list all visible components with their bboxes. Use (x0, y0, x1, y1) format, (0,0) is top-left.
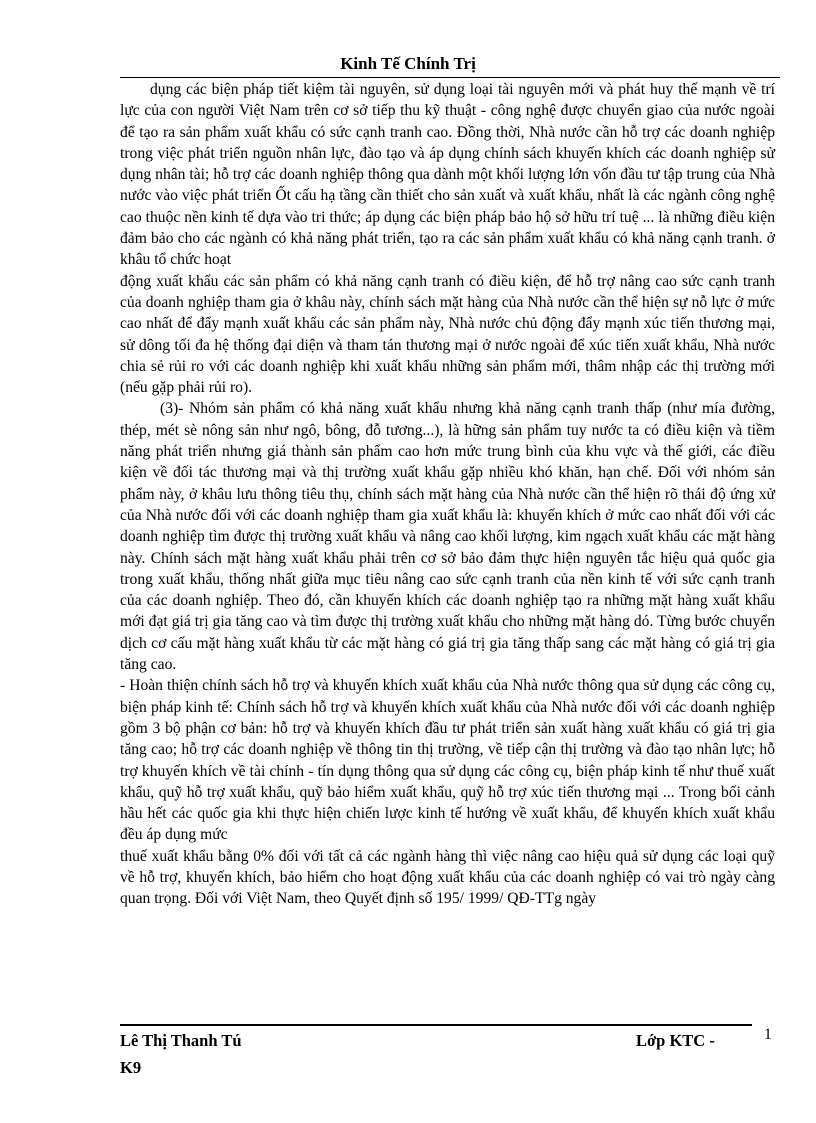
header-divider (120, 77, 780, 78)
paragraph-4: - Hoàn thiện chính sách hỗ trợ và khuyến khích xuất khẩu của Nhà nước thông qua sử dụng các công cụ, biện pháp kinh tế: Chính sách hỗ trợ và khuyến khích xuất khẩu của Nhà nước đối với các doanh nghiệp gồm 3 bộ phận cơ bản: hỗ trợ và khuyến khích đầu tư phát triển sản xuất hàng xuất khẩu có giá trị gia tăng cao; hỗ trợ các doanh nghiệp về thông tin thị trường, về tiếp cận thị trường và đào tạo nhân lực; hỗ trợ khuyến khích về tài chính - tín dụng thông qua sử dụng các công cụ, biện pháp kinh tế như thuế xuất khẩu, quỹ hỗ trợ xuất khẩu, quỹ bảo hiểm xuất khẩu, quỹ hỗ trợ xúc tiến thương mại ... Trong bối cảnh hầu hết các quốc gia khi thực hiện chiến lược kinh tế hướng về xuất khẩu, để khuyến khích xuất khẩu đều áp dụng mức (120, 677, 775, 844)
paragraph-2: động xuất khẩu các sản phẩm có khả năng cạnh tranh có điều kiện, để hỗ trợ nâng cao sức cạnh tranh của doanh nghiệp tham gia ở khâu này, chính sách mặt hàng của Nhà nước cần thể hiện sự nỗ lực ở mức cao nhất để đẩy mạnh xuất khẩu các sản phẩm này, Nhà nước chủ động đẩy mạnh xúc tiến thương mại, sử dông tối đa hệ thống đại diện và tham tán thương mại ở nước ngoài để xúc tiến xuất khẩu, Nhà nước chia sẻ rủi ro với các doanh nghiệp khi xuất khẩu những sản phẩm mới, thâm nhập các thị trường mới (nếu gặp phải rủi ro). (120, 272, 775, 397)
paragraph-5: thuế xuất khẩu bằng 0% đối với tất cả các ngành hàng thì việc nâng cao hiệu quả sử dụng các loại quỹ về hỗ trợ, khuyến khích, bảo hiểm cho hoạt động xuất khẩu của các doanh nghiệp có vai trò ngày càng quan trọng. Đối với Việt Nam, theo Quyết định số 195/ 1999/ QĐ-TTg ngày (120, 847, 775, 908)
page-header-title: Kinh Tế Chính Trị (340, 54, 476, 73)
paragraph-3: (3)- Nhóm sản phẩm có khả năng xuất khẩu nhưng khả năng cạnh tranh thấp (như mía đường, thép, mét sè nông sản như ngô, bông, đỗ tương...), là hững sản phẩm tuy nước ta có điều kiện và tiềm năng phát triển nhưng giá thành sản phẩm cao hơn mức trung bình của khu vực và thế giới, các điều kiện về đối tác thương mại và thị trường xuất khẩu gặp nhiều khó khăn, hạn chế. Đối với nhóm sản phẩm này, ở khâu lưu thông tiêu thụ, chính sách mặt hàng của Nhà nước cần thể hiện rõ thái độ ứng xử của Nhà nước đối với các doanh nghiệp tham gia xuất khẩu là: khuyến khích ở mức cao nhất đối với các doanh nghiệp tìm được thị trường xuất khẩu và nâng cao khối lượng, kim ngạch xuất khẩu các mặt hàng này. Chính sách mặt hàng xuất khẩu phải trên cơ sở bảo đảm thực hiện nguyên tắc hiệu quả quốc gia trong xuất khẩu, thống nhất giữa mục tiêu nâng cao sức cạnh tranh của nền kinh tế với sức cạnh tranh của các doanh nghiệp. Theo đó, cần khuyến khích các doanh nghiệp tạo ra những mặt hàng xuất khẩu mới đạt giá trị gia tăng cao và tìm được thị trường xuất khẩu cho những mặt hàng dó. Từng bước chuyển dịch cơ cấu mặt hàng xuất khẩu từ các mặt hàng có giá trị gia tăng thấp sang các mặt hàng có giá trị gia tăng cao. (120, 400, 775, 674)
footer-author: Lê Thị Thanh Tú (120, 1031, 242, 1050)
footer-divider (120, 1024, 752, 1026)
document-body (120, 79, 775, 910)
paragraph-1: dụng các biện pháp tiết kiệm tài nguyên, sử dụng loại tài nguyên mới và phát huy thế mạnh về trí lực của con người Việt Nam trên cơ sở tiếp thu kỹ thuật - công nghệ được chuyển giao của nước ngoài để tạo ra sản phẩm xuất khẩu có sức cạnh tranh cao. Đồng thời, Nhà nước cần hỗ trợ các doanh nghiệp trong việc phát triển nguồn nhân lực, đào tạo và áp dụng chính sách khuyến khích các doanh nghiệp sử dụng nhân tài; hỗ trợ các doanh nghiệp thông qua dành một khối lượng lớn vốn đầu tư tập trung của Nhà nước vào việc phát triển Ốt cấu hạ tầng cần thiết cho sản xuất và xuất khẩu, nhất là các ngành công nghệ cao thuộc nền kinh tế dựa vào tri thức; áp dụng các biện pháp bảo hộ sở hữu trí tuệ ... là những điều kiện đảm bảo cho các ngành có khả năng phát triển, tạo ra các sản phẩm xuất khẩu có khả năng cạnh tranh. ở khâu tổ chức hoạt (120, 81, 775, 269)
footer-cohort: K9 (120, 1058, 142, 1077)
footer-class: Lớp KTC - (636, 1031, 715, 1050)
page-number: 1 (764, 1026, 772, 1043)
